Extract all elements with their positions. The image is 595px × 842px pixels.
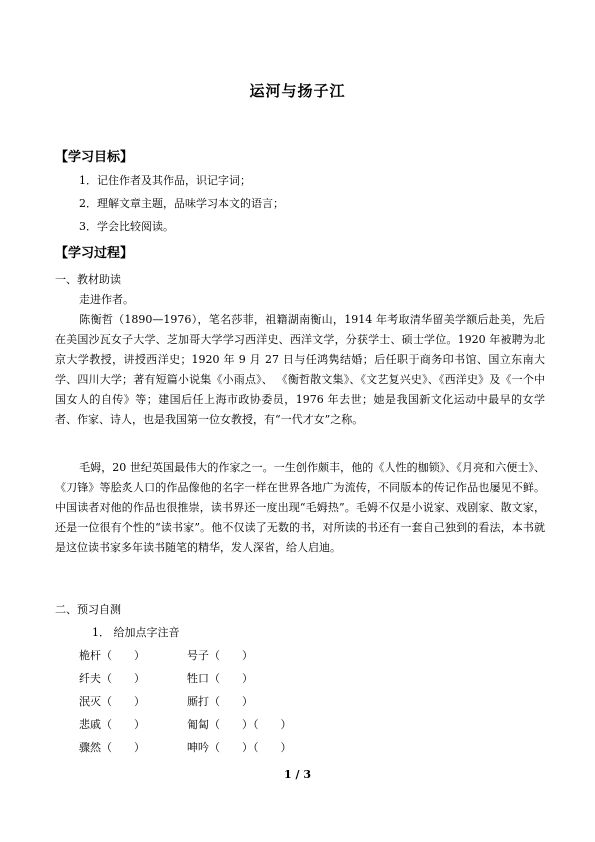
goal-item-2: 2．理解文章主题，品味学习本文的语言； [79, 197, 284, 210]
page-number: 1 / 3 [284, 768, 311, 781]
learning-process-heading: 【学习过程】 [55, 246, 134, 261]
pinyin-item: 桅杆（ ） [79, 649, 145, 662]
part1-title: 一、教材助读 [55, 273, 121, 286]
pinyin-item: 号子（ ） [187, 649, 253, 662]
pinyin-item: 泯灭（ ） [79, 695, 145, 708]
author-intro: 走进作者。 [79, 293, 134, 306]
author-paragraph-chen-text: 陈衡哲（1890—1976），笔名莎菲，祖籍湖南衡山，1914 年考取清华留美学额后赴美，先后在美国沙瓦女子大学、芝加哥大学学习西洋史、西洋文学，分获学士、硕士学位。1920 年被聘为北京大学教授，讲授西洋史；1920 年 9 月 27 日与任鸿隽结婚；后任职于商务印书馆、国立东南大学、四川大学；著有短篇小说集《小雨点》、 《衡哲散文集》、《文艺复兴史》、《西洋史》及《一个中国女人的自传》等；建国后任上海市政协委员，1976 年去世；她是我国新文化运动中最早的女学者、作家、诗人，也是我国第一位女教授，有“一代才女”之称。 [55, 313, 545, 426]
author-paragraph-chen-hengzhe [55, 310, 545, 430]
pinyin-item: 纤夫（ ） [79, 672, 145, 685]
author-paragraph-maugham-text: 毛姆，20 世纪英国最伟大的作家之一。一生创作颇丰，他的《人性的枷锁》、《月亮和六便士》、《刀锋》等脍炙人口的作品像他的名字一样在世界各地广为流传，不同版本的传记作品也屡见不鲜。中国读者对他的作品也很推崇，读书界还一度出现“毛姆热”。毛姆不仅是小说家、戏剧家、散文家，还是一位很有个性的“读书家”。他不仅读了无数的书，对所读的书还有一套自己独到的看法，本书就是这位读书家多年读书随笔的精华，发人深省，给人启迪。 [55, 461, 545, 554]
pinyin-item: 骤然（ ） [79, 741, 145, 754]
pinyin-item: 悲戚（ ） [79, 718, 145, 731]
author-paragraph-maugham [55, 458, 545, 558]
goal-item-3: 3．学会比较阅读。 [79, 220, 174, 233]
part2-title: 二、预习自测 [55, 603, 121, 616]
pinyin-item: 呻吟（ ）（ ） [187, 741, 292, 754]
pinyin-item: 匍匐（ ）（ ） [187, 718, 292, 731]
question-1-title: 1． 给加点字注音 [92, 626, 180, 639]
pinyin-item: 牲口（ ） [187, 672, 253, 685]
document-title: 运河与扬子江 [249, 82, 346, 100]
pinyin-item: 厮打（ ） [187, 695, 253, 708]
goal-item-1: 1．记住作者及其作品，识记字词； [79, 174, 251, 187]
learning-goals-heading: 【学习目标】 [55, 150, 134, 165]
